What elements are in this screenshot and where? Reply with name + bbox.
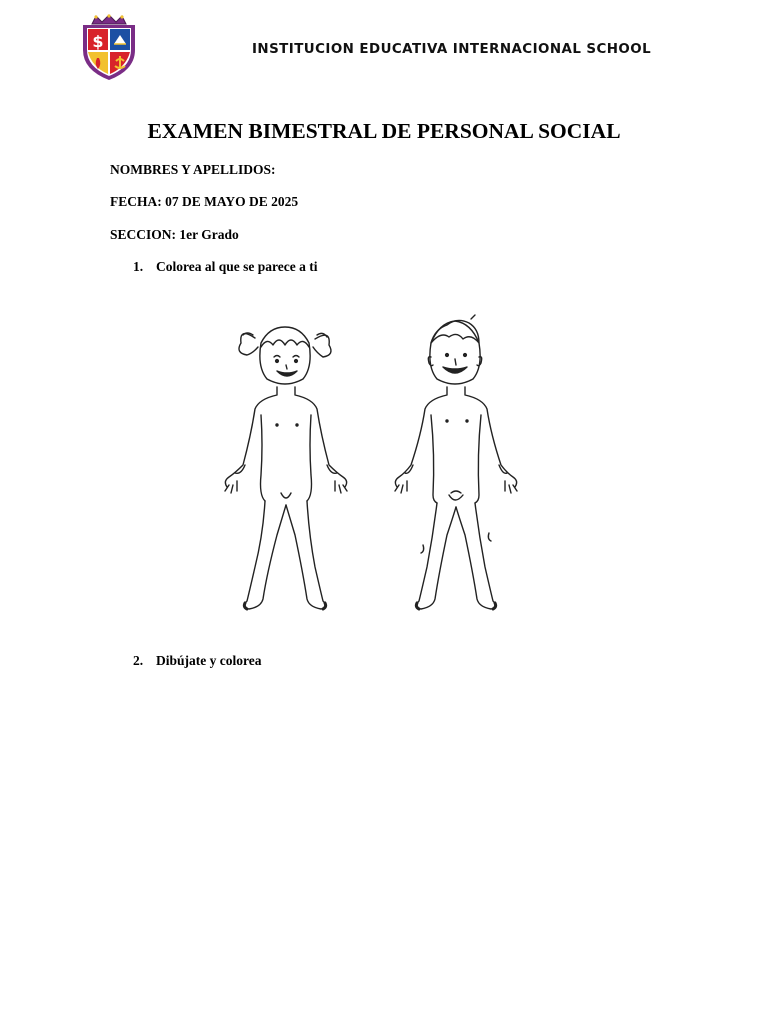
question-text: Dibújate y colorea xyxy=(156,653,262,668)
name-field-label: NOMBRES Y APELLIDOS: xyxy=(110,162,276,177)
exam-title: EXAMEN BIMESTRAL DE PERSONAL SOCIAL xyxy=(147,119,621,143)
question-number: 2. xyxy=(133,653,144,668)
boy-outline-figure xyxy=(395,315,517,609)
question-text: Colorea al que se parece a ti xyxy=(156,259,318,274)
school-crest-icon xyxy=(78,14,140,82)
svg-text:$: $ xyxy=(92,32,104,51)
section-field-label: SECCION: 1er Grado xyxy=(110,227,239,242)
children-outline-illustration xyxy=(205,305,535,625)
question-number: 1. xyxy=(133,259,144,274)
question-1 xyxy=(133,259,317,275)
question-2 xyxy=(133,653,261,669)
date-field-label: FECHA: 07 DE MAYO DE 2025 xyxy=(110,194,299,209)
school-name: INSTITUCION EDUCATIVA INTERNACIONAL SCHOOL xyxy=(252,42,652,57)
girl-outline-figure xyxy=(225,327,347,609)
